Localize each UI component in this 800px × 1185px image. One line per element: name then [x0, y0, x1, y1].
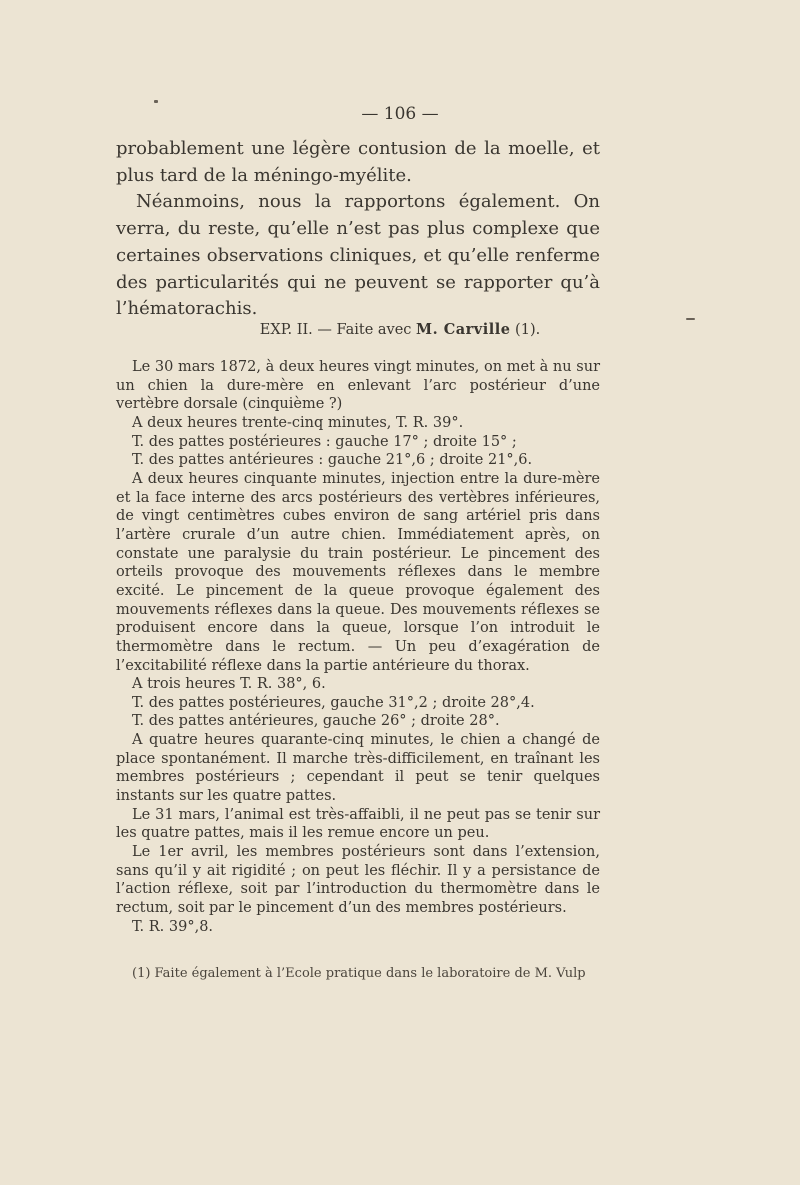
- paragraph: T. des pattes postérieures : gauche 17° ; droite 15° ;: [132, 433, 517, 450]
- experiment-text: [116, 358, 600, 936]
- paragraph: probablement une légère contusion de la moelle, et plus tard de la méningo-myélite.: [116, 138, 600, 186]
- paragraph: A deux heures trente-cinq minutes, T. R. 39°.: [132, 414, 464, 431]
- footnote: (1) Faite également à l’Ecole pratique dans le laboratoire de M. Vulp: [132, 966, 586, 981]
- paragraph: Le 1er avril, les membres postérieurs sont dans l’extension, sans qu’il y ait rigidité ; on peut les fléchir. Il y a persistance de l’action réflexe, soit par l’introduction du thermomètre dans le rectum, soit par le pincement d’un des membres postérieurs.: [116, 844, 600, 917]
- paragraph: A deux heures cinquante minutes, injection entre la dure-mère et la face interne des arcs postérieurs des vertèbres inférieures, de vingt centimètres cubes environ de sang artériel pris dans l’artère crurale d’un autre chien. Immédiatement après, on constate une paralysie du train postérieur. Le pincement des orteils provoque des mouvements réflexes dans le membre excité. Le pincement de la queue provoque également des mouvements réflexes dans la queue. Des mouvements réflexes se produisent encore dans la queue, lorsque l’on introduit le thermomètre dans le rectum. — Un peu d’exagération de l’excitabilité réflexe dans la partie antérieure du thorax.: [116, 470, 600, 674]
- paper-speck: [686, 318, 695, 320]
- paragraph: Le 30 mars 1872, à deux heures vingt minutes, on met à nu sur un chien la dure-mère en enlevant l’arc postérieur d’une vertèbre dorsale (cinquième ?): [116, 359, 600, 413]
- paragraph: T. R. 39°,8.: [132, 918, 214, 935]
- paragraph: T. des pattes antérieures, gauche 26° ; droite 28°.: [132, 713, 500, 730]
- paragraph: T. des pattes antérieures : gauche 21°,6 ; droite 21°,6.: [132, 452, 533, 469]
- heading-name: M. Carville: [416, 321, 511, 338]
- paragraph: A trois heures T. R. 38°, 6.: [132, 676, 326, 693]
- page-number: — 106 —: [361, 104, 439, 124]
- paragraph: Le 31 mars, l’animal est très-affaibli, il ne peut pas se tenir sur les quatre pattes, mais il les remue encore un peu.: [116, 806, 600, 842]
- heading-prefix: EXP. II. — Faite avec: [259, 322, 417, 338]
- intro-text: [116, 136, 600, 323]
- paragraph: A quatre heures quarante-cinq minutes, le chien a changé de place spontanément. Il marche très-difficilement, en traînant les membres postérieurs ; cependant il peut se tenir quelques instants sur les quatre pattes.: [116, 732, 600, 805]
- paragraph: T. des pattes postérieures, gauche 31°,2 ; droite 28°,4.: [132, 694, 535, 711]
- experiment-heading: [0, 321, 800, 338]
- paper-speck: [154, 100, 158, 103]
- heading-suffix: (1).: [510, 322, 541, 338]
- paragraph: Néanmoins, nous la rapportons également. On verra, du reste, qu’elle n’est pas plus complexe que certaines observations cliniques, et qu’elle renferme des particularités qui ne peuvent se rapporter qu’à l’hématorachis.: [116, 191, 600, 320]
